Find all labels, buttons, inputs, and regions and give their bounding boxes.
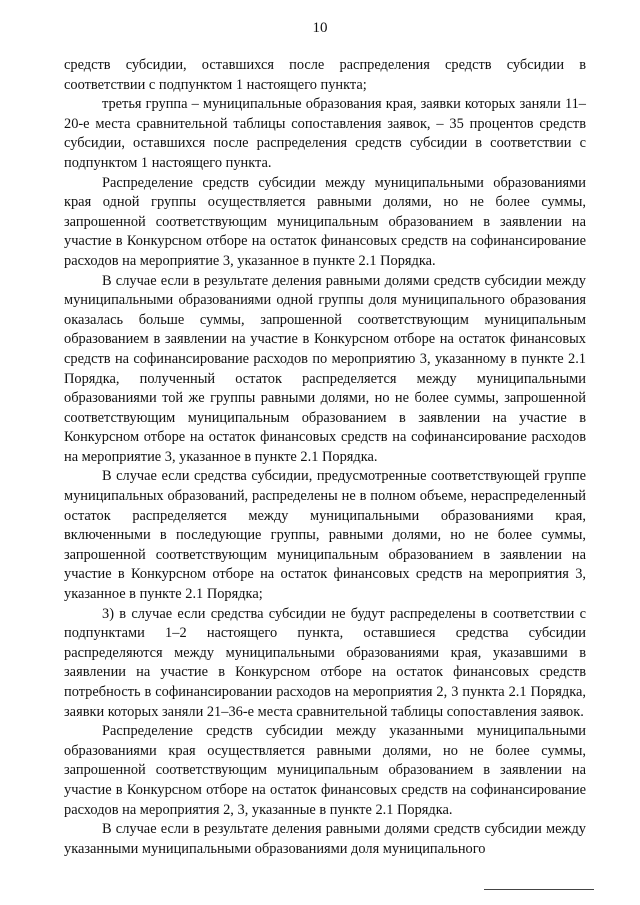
paragraph-subpoint-3: 3) в случае если средства субсидии не будут распределены в соответствии с подпунктами 1–2 настоящего пункта, оставшиеся средства субсидии распределяются между муниципальными образованиями края, указавшими в заявлении на участие в Конкурсном отборе на остаток финансовых средств потребность в софинансировании расходов на мероприятия 2, 3 пункта 2.1 Порядка, заявки которых заняли 21–36-е места сравнительной таблицы сопоставления заявок.	[64, 605, 586, 720]
paragraph-distribution-equal-shares: Распределение средств субсидии между указанными муниципальными образованиями края осуществляется равными долями, но не более суммы, запрошенной соответствующим муниципальным образованием в заявлении на участие в Конкурсном отборе на остаток финансовых средств на софинансирование расходов на мероприятия 2, 3, указанные в пункте 2.1 Порядка.	[64, 723, 586, 818]
paragraph-excess-share-case: В случае если в результате деления равными долями средств субсидии между муниципальными образованиями одной группы доля муниципального образования оказалась больше суммы, запрошенной соответствующим муниципальным образованием в заявлении на участие в Конкурсном отборе на остаток финансовых средств на софинансирование расходов по мероприятию 3, указанному в пункте 2.1 Порядка, полученный остаток распределяется между муниципальными образованиями той же группы равными долями, но не более суммы, запрошенной соответствующим муниципальным образованием в заявлении на участие в Конкурсном отборе на остаток финансовых средств на софинансирование расходов на мероприятие 3, указанное в пункте 2.1 Порядка.	[64, 272, 586, 465]
paragraph-final-truncated: В случае если в результате деления равными долями средств субсидии между указанными муниципальными образованиями доля муниципального	[64, 821, 586, 857]
footer-rule	[484, 889, 594, 890]
document-body	[64, 56, 586, 859]
page-number: 10	[312, 20, 328, 36]
paragraph-undistributed-remainder-case: В случае если средства субсидии, предусмотренные соответствующей группе муниципальных образований, распределены не в полном объеме, нераспределенный остаток распределяется между муниципальными образованиями края, включенными в последующие группы, равными долями, но не более суммы, запрошенной соответствующим муниципальным образованием в заявлении на участие в Конкурсном отборе на остаток финансовых средств на мероприятия 3, указанное в пункте 2.1 Порядка;	[64, 468, 586, 603]
paragraph-third-group: третья группа – муниципальные образования края, заявки которых заняли 11–20-е места сравнительной таблицы сопоставления заявок, – 35 процентов средств субсидии, оставшихся после распределения средств субсидии в соответствии с подпунктом 1 настоящего пункта.	[64, 96, 586, 171]
paragraph-continuation: средств субсидии, оставшихся после распределения средств субсидии в соответствии с подпунктом 1 настоящего пункта;	[64, 57, 586, 93]
paragraph-distribution-within-group: Распределение средств субсидии между муниципальными образованиями края одной группы осуществляется равными долями, но не более суммы, запрошенной соответствующим муниципальным образованием в заявлении на участие в Конкурсном отборе на остаток финансовых средств на софинансирование расходов на мероприятие 3, указанное в пункте 2.1 Порядка.	[64, 174, 586, 269]
